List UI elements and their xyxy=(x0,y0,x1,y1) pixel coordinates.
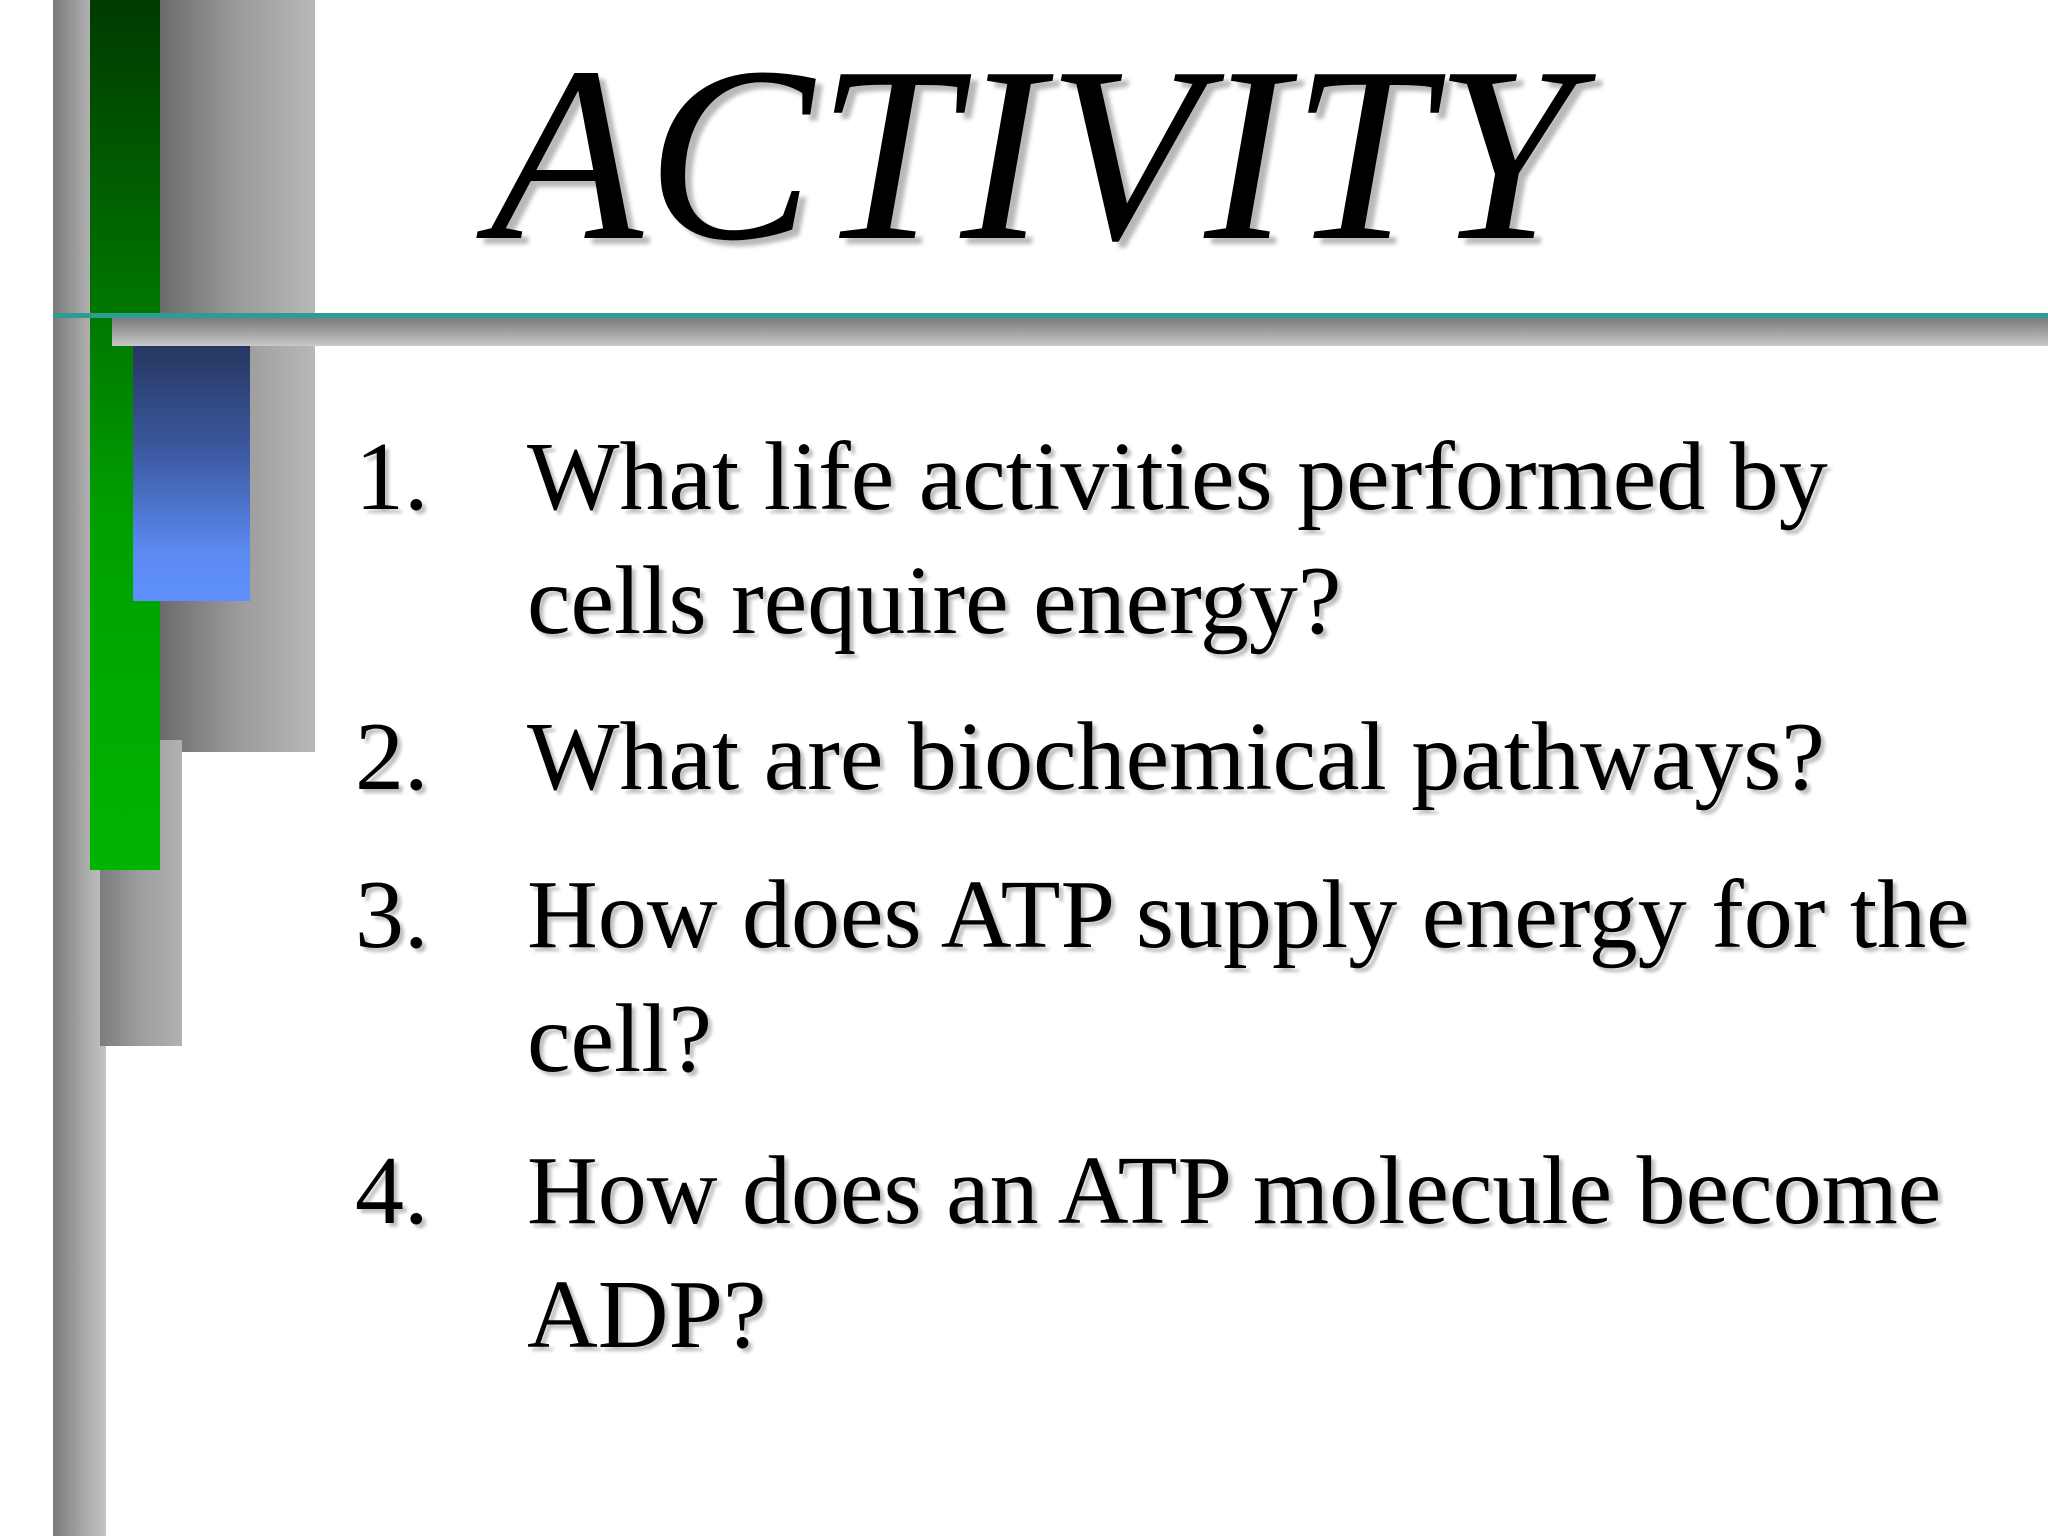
question-number: 2. xyxy=(355,703,429,811)
question-number: 3. xyxy=(355,861,429,969)
decor-bar-blue xyxy=(133,345,250,601)
title-divider-gray xyxy=(112,318,2048,346)
question-item xyxy=(355,695,1975,819)
question-list xyxy=(355,415,1975,1377)
question-item xyxy=(355,1129,1975,1377)
question-number: 1. xyxy=(355,423,429,531)
question-item xyxy=(355,415,1975,663)
question-text: How does ATP supply energy for the cell? xyxy=(527,861,1970,1093)
question-text: What life activities performed by cells require energy? xyxy=(527,423,1828,655)
slide-title: ACTIVITY xyxy=(490,16,1578,293)
question-number: 4. xyxy=(355,1137,429,1245)
question-item xyxy=(355,853,1975,1101)
question-text: How does an ATP molecule become ADP? xyxy=(527,1137,1942,1369)
question-text: What are biochemical pathways? xyxy=(527,703,1825,811)
